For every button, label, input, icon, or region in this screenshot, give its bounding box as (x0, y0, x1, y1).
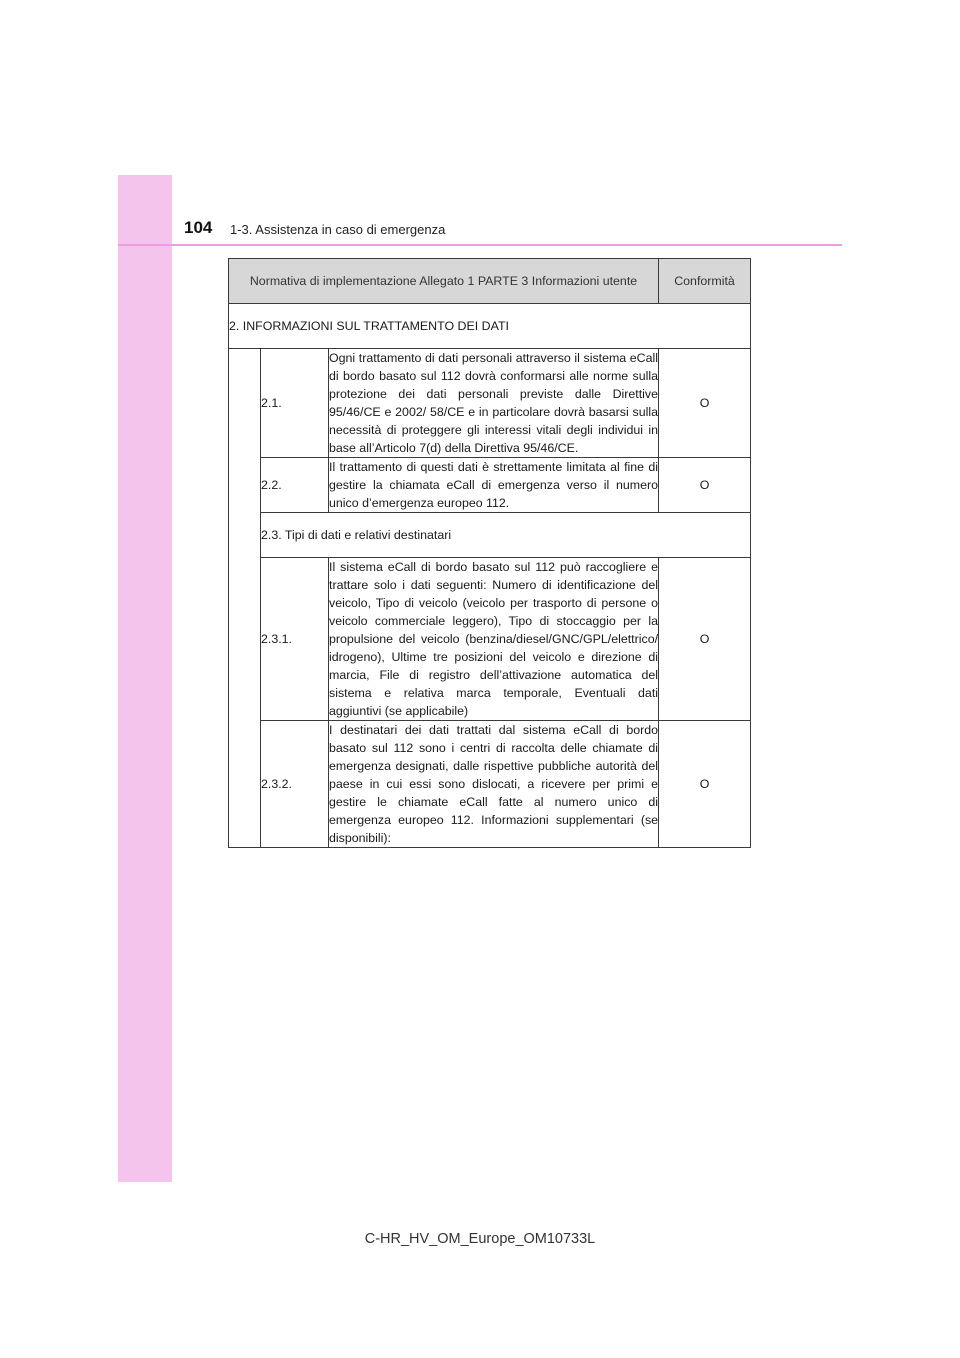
compliance-mark: O (659, 558, 751, 721)
header-rule (118, 244, 842, 246)
table-row (229, 458, 751, 513)
regulation-table (228, 258, 751, 848)
compliance-mark: O (659, 458, 751, 513)
item-number: 2.3.1. (261, 558, 329, 721)
table-row (229, 513, 751, 558)
column-header-regulation: Normativa di implementazione Allegato 1 PARTE 3 Informazioni utente (229, 259, 659, 304)
compliance-mark: O (659, 721, 751, 848)
item-number: 2.2. (261, 458, 329, 513)
item-description: Il sistema eCall di bordo basato sul 112 può raccogliere e trattare solo i dati seguenti: Numero di identificazione del veicolo, Tipo di veicolo (veicolo per trasporto di persone o veicolo commerciale leggero), Tipo di stoccaggio per la propulsione del veicolo (benzina/diesel/GNC/GPL/elettrico/ idrogeno), Ultime tre posizioni del veicolo e direzione di marcia, File di registro dell’attivazione automatica del sistema e relativa marca temporale, Eventuali dati aggiuntivi (se applicabile) (329, 558, 659, 721)
item-number: 2.3.2. (261, 721, 329, 848)
column-header-compliance: Conformità (659, 259, 751, 304)
table-header-row (229, 259, 751, 304)
subsection-heading: 2.3. Tipi di dati e relativi destinatari (261, 513, 751, 558)
page-number: 104 (184, 218, 213, 237)
item-number: 2.1. (261, 349, 329, 458)
indent-cell (229, 349, 261, 848)
table-row (229, 349, 751, 458)
table-row (229, 558, 751, 721)
section-heading: 2. INFORMAZIONI SUL TRATTAMENTO DEI DATI (229, 304, 751, 349)
table-row (229, 304, 751, 349)
section-title: 1-3. Assistenza in caso di emergenza (230, 222, 446, 237)
table-row (229, 721, 751, 848)
compliance-mark: O (659, 349, 751, 458)
item-description: I destinatari dei dati trattati dal sistema eCall di bordo basato sul 112 sono i centri di raccolta delle chiamate di emergenza designati, dalle rispettive pubbliche autorità del paese in cui essi sono dislocati, a ricevere per primi e gestire le chiamate eCall fatte al numero unico di emergenza europeo 112. Informazioni supplementari (se disponibili): (329, 721, 659, 848)
item-description: Il trattamento di questi dati è strettamente limitata al fine di gestire la chiamata eCall di emergenza verso il numero unico d’emergenza europeo 112. (329, 458, 659, 513)
item-description: Ogni trattamento di dati personali attraverso il sistema eCall di bordo basato sul 112 dovrà conformarsi alle norme sulla protezione dei dati personali previste dalle Direttive 95/46/CE e 2002/ 58/CE e in particolare dovrà basarsi sulla necessità di proteggere gli interessi vitali degli individui in base all’Articolo 7(d) della Direttiva 95/46/CE. (329, 349, 659, 458)
side-tab-band (118, 175, 172, 1182)
document-code: C-HR_HV_OM_Europe_OM10733L (364, 1231, 596, 1247)
